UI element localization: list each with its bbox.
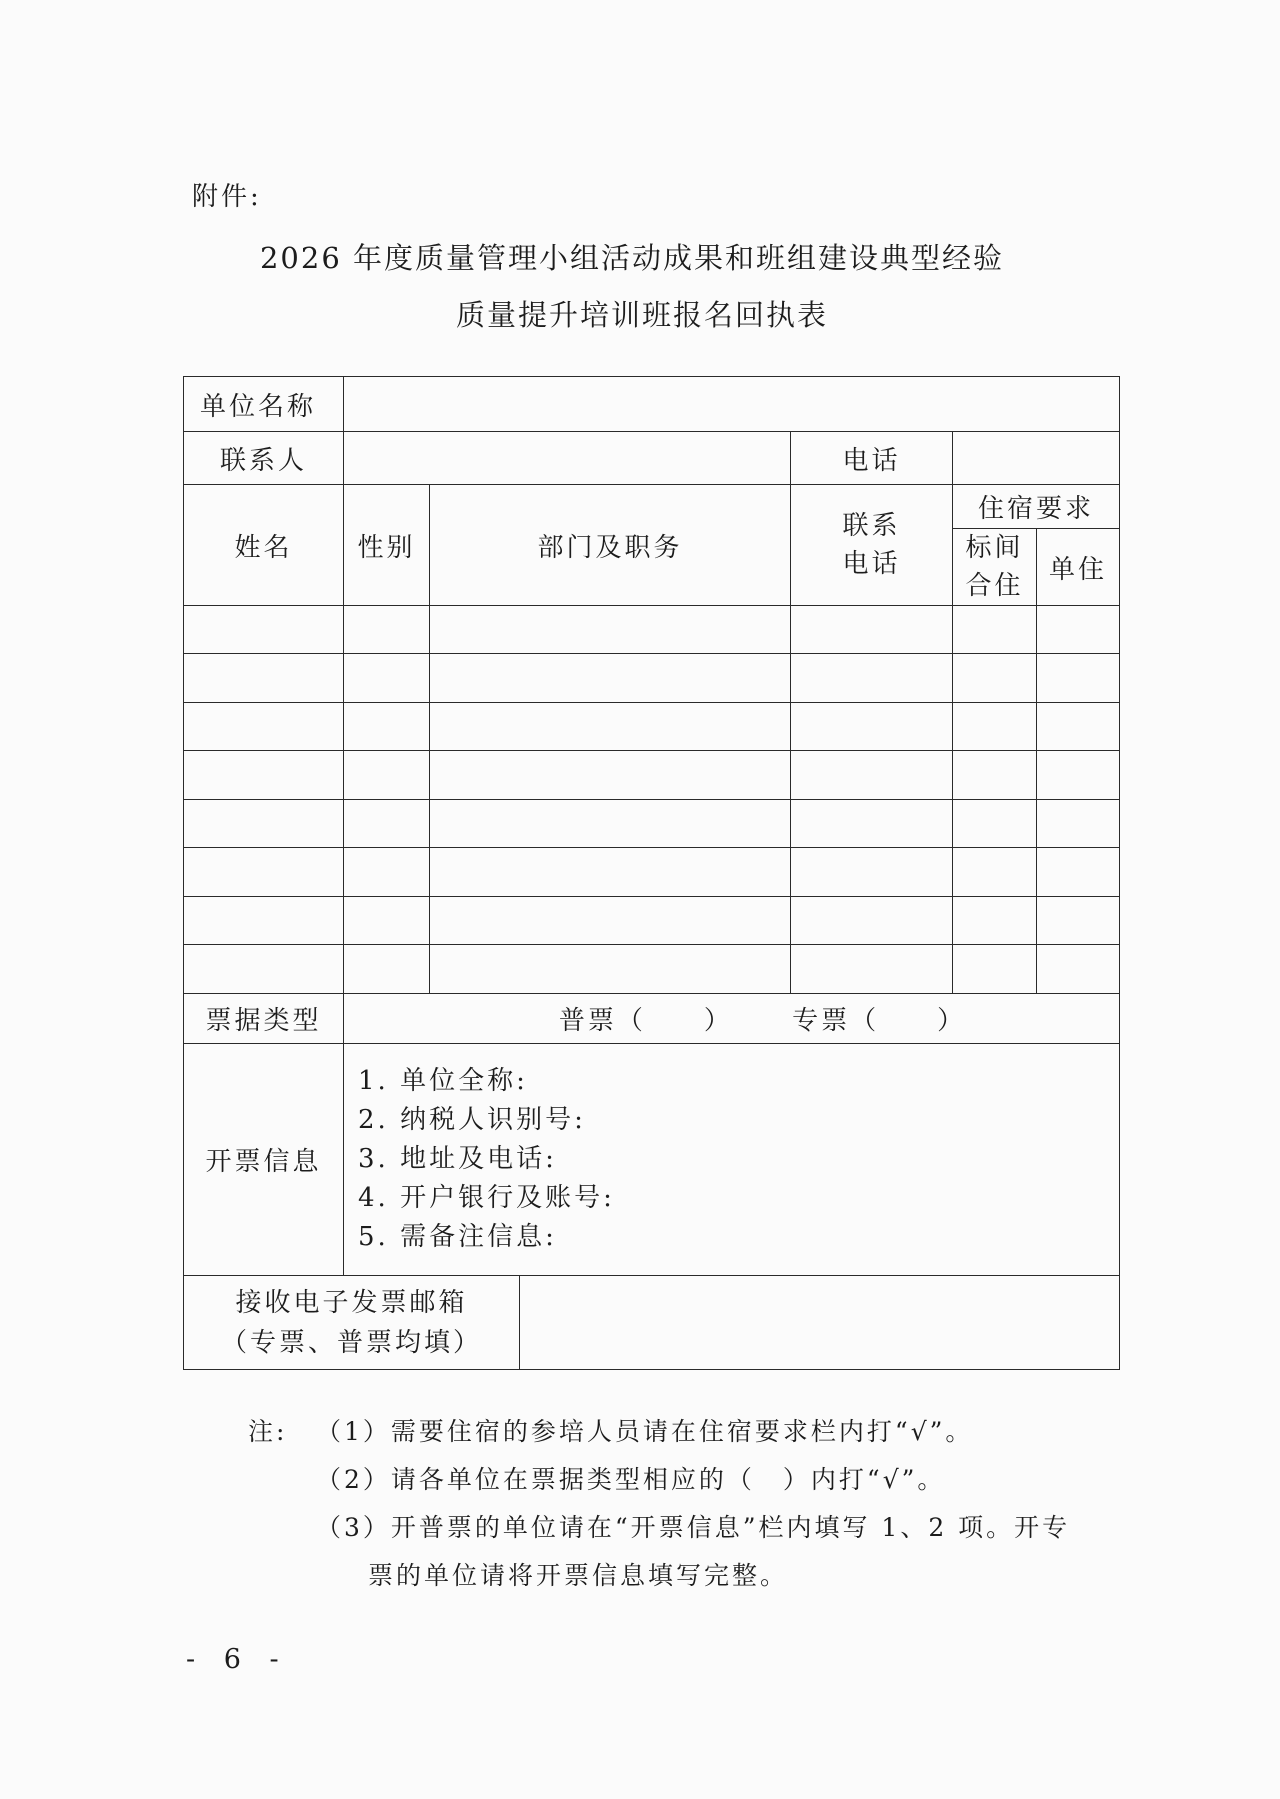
notes-prefix: 注: xyxy=(248,1417,288,1446)
gender-cell[interactable] xyxy=(344,751,430,800)
contact-label: 联系人 xyxy=(184,432,344,485)
phone-field[interactable] xyxy=(953,432,1120,485)
shared-room-cell[interactable] xyxy=(953,897,1037,945)
shared-room-cell[interactable] xyxy=(953,654,1037,703)
col-header-accommodation: 住宿要求 xyxy=(953,485,1120,529)
participant-row xyxy=(184,945,1120,994)
phone-cell[interactable] xyxy=(791,800,953,848)
name-cell[interactable] xyxy=(184,703,344,751)
participant-row xyxy=(184,703,1120,751)
unit-name-field[interactable] xyxy=(344,377,1120,432)
contact-field[interactable] xyxy=(344,432,791,485)
shared-room-cell[interactable] xyxy=(953,606,1037,654)
note-item: （1）需要住宿的参培人员请在住宿要求栏内打“√”。 xyxy=(316,1417,974,1446)
dept-cell[interactable] xyxy=(430,606,791,654)
page-number: - 6 - xyxy=(186,1644,289,1675)
special-invoice-option[interactable]: 专票（ ） xyxy=(792,1006,967,1036)
dept-cell[interactable] xyxy=(430,897,791,945)
name-cell[interactable] xyxy=(184,945,344,994)
single-room-cell[interactable] xyxy=(1037,703,1120,751)
participant-row xyxy=(184,751,1120,800)
shared-line-1: 标间 xyxy=(965,533,1024,563)
name-cell[interactable] xyxy=(184,654,344,703)
dept-cell[interactable] xyxy=(430,703,791,751)
phone-cell[interactable] xyxy=(791,654,953,703)
invoice-item-taxpayer-id: 2. 纳税人识别号: xyxy=(358,1105,586,1135)
name-cell[interactable] xyxy=(184,751,344,800)
phone-label: 电话 xyxy=(791,432,953,485)
invoice-item-bank-account: 4. 开户银行及账号: xyxy=(358,1183,615,1213)
name-cell[interactable] xyxy=(184,800,344,848)
shared-room-cell[interactable] xyxy=(953,945,1037,994)
unit-name-label: 单位名称 xyxy=(184,377,344,432)
title-line-1: 2026 年度质量管理小组活动成果和班组建设典型经验 xyxy=(259,241,1005,275)
email-label-line-2: （专票、普票均填） xyxy=(220,1327,482,1358)
single-room-cell[interactable] xyxy=(1037,945,1120,994)
note-item: （3）开普票的单位请在“开票信息”栏内填写 1、2 项。开专 xyxy=(316,1513,1071,1542)
phone-cell[interactable] xyxy=(791,848,953,897)
registration-form-table xyxy=(183,376,1120,1370)
participant-row xyxy=(184,654,1120,703)
name-cell[interactable] xyxy=(184,848,344,897)
invoice-item-remarks: 5. 需备注信息: xyxy=(358,1222,557,1252)
gender-cell[interactable] xyxy=(344,800,430,848)
note-item: （2）请各单位在票据类型相应的（ ）内打“√”。 xyxy=(316,1465,946,1494)
ordinary-invoice-option[interactable]: 普票（ ） xyxy=(558,1006,733,1036)
single-room-cell[interactable] xyxy=(1037,848,1120,897)
col-header-contact-phone xyxy=(791,485,953,606)
title-line-2: 质量提升培训班报名回执表 xyxy=(455,298,828,332)
note-item-continuation: 票的单位请将开票信息填写完整。 xyxy=(368,1561,789,1590)
invoice-item-unit-fullname: 1. 单位全称: xyxy=(358,1066,528,1096)
gender-cell[interactable] xyxy=(344,606,430,654)
phone-cell[interactable] xyxy=(791,897,953,945)
col-header-single-room: 单住 xyxy=(1037,529,1120,606)
attachment-label: 附件: xyxy=(192,182,262,212)
invoice-email-label xyxy=(184,1276,520,1370)
dept-cell[interactable] xyxy=(430,848,791,897)
gender-cell[interactable] xyxy=(344,703,430,751)
col-header-shared-room xyxy=(953,529,1037,606)
email-label-line-1: 接收电子发票邮箱 xyxy=(235,1287,468,1318)
contact-phone-line-1: 联系 xyxy=(842,511,901,541)
name-cell[interactable] xyxy=(184,897,344,945)
dept-cell[interactable] xyxy=(430,751,791,800)
dept-cell[interactable] xyxy=(430,800,791,848)
shared-room-cell[interactable] xyxy=(953,800,1037,848)
participant-row xyxy=(184,800,1120,848)
single-room-cell[interactable] xyxy=(1037,800,1120,848)
notes xyxy=(248,1408,1070,1600)
contact-phone-line-2: 电话 xyxy=(842,549,901,579)
participant-row xyxy=(184,606,1120,654)
gender-cell[interactable] xyxy=(344,897,430,945)
dept-cell[interactable] xyxy=(430,654,791,703)
shared-room-cell[interactable] xyxy=(953,751,1037,800)
gender-cell[interactable] xyxy=(344,654,430,703)
invoice-info-label: 开票信息 xyxy=(184,1044,344,1276)
invoice-type-label: 票据类型 xyxy=(184,994,344,1044)
shared-line-2: 合住 xyxy=(965,571,1024,601)
shared-room-cell[interactable] xyxy=(953,848,1037,897)
phone-cell[interactable] xyxy=(791,703,953,751)
gender-cell[interactable] xyxy=(344,945,430,994)
col-header-dept: 部门及职务 xyxy=(430,485,791,606)
single-room-cell[interactable] xyxy=(1037,654,1120,703)
col-header-gender: 性别 xyxy=(344,485,430,606)
single-room-cell[interactable] xyxy=(1037,606,1120,654)
shared-room-cell[interactable] xyxy=(953,703,1037,751)
participant-row xyxy=(184,897,1120,945)
invoice-info-list[interactable] xyxy=(344,1044,1120,1276)
invoice-item-address-phone: 3. 地址及电话: xyxy=(358,1144,557,1174)
phone-cell[interactable] xyxy=(791,945,953,994)
single-room-cell[interactable] xyxy=(1037,897,1120,945)
name-cell[interactable] xyxy=(184,606,344,654)
col-header-name: 姓名 xyxy=(184,485,344,606)
invoice-type-options xyxy=(344,994,1120,1044)
phone-cell[interactable] xyxy=(791,751,953,800)
participant-row xyxy=(184,848,1120,897)
invoice-email-field[interactable] xyxy=(520,1276,1120,1370)
single-room-cell[interactable] xyxy=(1037,751,1120,800)
phone-cell[interactable] xyxy=(791,606,953,654)
gender-cell[interactable] xyxy=(344,848,430,897)
dept-cell[interactable] xyxy=(430,945,791,994)
